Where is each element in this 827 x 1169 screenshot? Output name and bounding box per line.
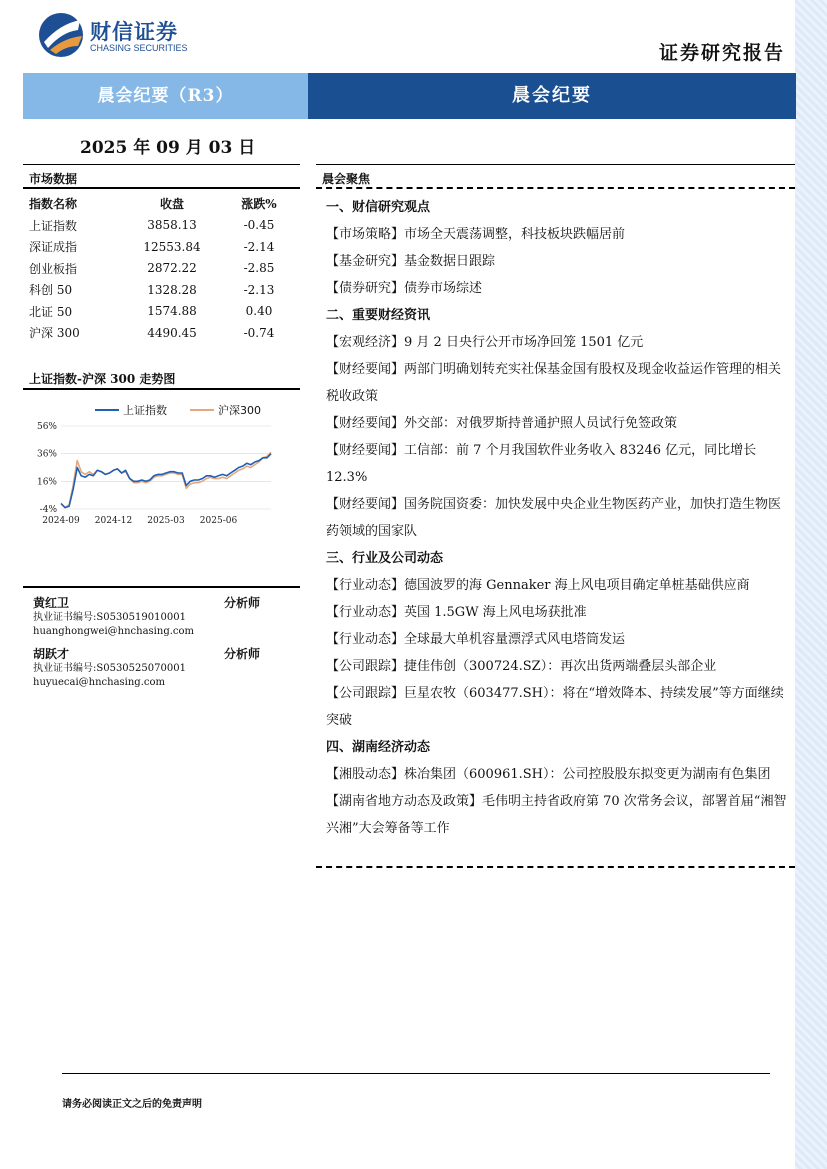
news-item: 【公司跟踪】巨星农牧（603477.SH）：将在“增效降本、持续发展”等方面继续突破: [326, 686, 784, 728]
divider: [23, 164, 300, 165]
index-close: 4490.45: [147, 325, 197, 340]
analyst-name: 胡跃才: [33, 647, 70, 661]
column-header: 涨跌%: [241, 197, 277, 212]
index-name: 深证成指: [29, 240, 78, 255]
disclaimer-notice: 请务必阅读正文之后的免责声明: [62, 1099, 202, 1110]
report-date: 2025 年 09 月 03 日: [80, 138, 256, 158]
trend-chart: [23, 396, 300, 536]
news-section-heading: 四、湖南经济动态: [326, 740, 431, 755]
trend-chart-title: 上证指数-沪深 300 走势图: [29, 372, 176, 386]
news-item: 【财经要闻】工信部：前 7 个月我国软件业务收入 83246 亿元，同比增长 12.3%: [326, 443, 757, 485]
index-close: 12553.84: [143, 239, 201, 254]
index-name: 沪深 300: [29, 326, 80, 341]
logo-mark-icon: [38, 12, 84, 58]
table-row: [23, 258, 300, 280]
table-row: [23, 236, 300, 258]
divider: [316, 187, 795, 189]
column-header: 指数名称: [29, 197, 78, 212]
index-change: -2.85: [243, 261, 275, 276]
index-change: -0.74: [243, 325, 275, 340]
company-logo: [38, 12, 198, 58]
news-item: 【公司跟踪】捷佳伟创（300724.SZ）：再次出货两端叠层头部企业: [326, 659, 717, 674]
analyst-cert: 执业证书编号:S0530519010001: [33, 612, 186, 623]
brand-english: CHASING SECURITIES: [90, 43, 188, 53]
news-item: 【财经要闻】国务院国资委：加快发展中央企业生物医药产业，加快打造生物医药领域的国家队: [326, 497, 782, 539]
divider: [316, 164, 795, 165]
analyst-list: [23, 594, 300, 696]
y-tick-label: 36%: [36, 449, 57, 460]
divider: [23, 187, 300, 189]
x-tick-label: 2025-03: [147, 516, 185, 526]
index-name: 科创 50: [29, 283, 73, 298]
divider: [23, 388, 300, 390]
y-tick-label: 16%: [36, 477, 57, 488]
market-table: [23, 193, 300, 344]
index-name: 上证指数: [29, 218, 78, 233]
table-row: [23, 322, 300, 344]
table-row: [23, 279, 300, 301]
news-item: 【湘股动态】株冶集团（600961.SH）：公司控股股东拟变更为湖南有色集团: [326, 767, 771, 782]
banner-right-title: 晨会纪要: [308, 73, 796, 119]
index-change: 0.40: [245, 304, 273, 319]
news-item: 【行业动态】英国 1.5GW 海上风电场获批准: [326, 605, 587, 620]
analyst-role: 分析师: [223, 596, 260, 610]
index-close: 1328.28: [147, 282, 197, 297]
legend-label: 上证指数: [123, 404, 167, 417]
index-close: 2872.22: [147, 261, 197, 276]
news-section-heading: 二、重要财经资讯: [326, 308, 431, 323]
news-item: 【宏观经济】9 月 2 日央行公开市场净回笼 1501 亿元: [326, 335, 644, 350]
news-item: 【市场策略】市场全天震荡调整，科技板块跌幅居前: [326, 227, 626, 242]
series-line-shanghai: [61, 454, 271, 508]
news-item: 【财经要闻】外交部：对俄罗斯持普通护照人员试行免签政策: [326, 416, 678, 431]
banner-left-title: 晨会纪要（R3）: [23, 73, 308, 119]
analyst-email: huyuecai@hnchasing.com: [33, 677, 165, 688]
analyst-email: huanghongwei@hnchasing.com: [33, 626, 195, 637]
divider: [23, 586, 300, 588]
news-item: 【行业动态】全球最大单机容量漂浮式风电塔筒发运: [326, 632, 626, 647]
analyst-card: [23, 645, 300, 690]
index-name: 北证 50: [29, 304, 73, 319]
table-row: [23, 215, 300, 237]
news-item: 【财经要闻】两部门明确划转充实社保基金国有股权及现金收益运作管理的相关税收政策: [326, 362, 782, 404]
news-list: [326, 194, 788, 842]
report-type: 证券研究报告: [658, 42, 785, 64]
focus-title: 晨会聚焦: [322, 172, 371, 186]
x-tick-label: 2024-12: [94, 516, 133, 526]
analyst-role: 分析师: [223, 647, 260, 661]
series-line-csi300: [61, 452, 271, 507]
x-tick-label: 2025-06: [199, 516, 238, 526]
news-section-heading: 三、行业及公司动态: [326, 551, 444, 566]
brand-name: 财信证券: [90, 20, 178, 44]
table-row: [23, 301, 300, 323]
index-name: 创业板指: [29, 261, 78, 276]
column-header: 收盘: [159, 197, 184, 212]
index-change: -2.13: [243, 282, 275, 297]
y-tick-label: 56%: [36, 422, 57, 432]
footer-divider: [62, 1073, 770, 1074]
table-header-row: [23, 193, 300, 215]
news-item: 【基金研究】基金数据日跟踪: [326, 254, 496, 269]
decorative-sidebar: [795, 0, 827, 1169]
analyst-card: [23, 594, 300, 639]
analyst-name: 黄红卫: [33, 596, 70, 610]
news-item: 【湖南省地方动态及政策】毛伟明主持省政府第 70 次常务会议，部署首届“湘智兴湘”大会筹备等工作: [326, 794, 787, 836]
market-data-title: 市场数据: [29, 172, 78, 186]
x-tick-label: 2024-09: [42, 516, 80, 526]
analyst-cert: 执业证书编号:S0530525070001: [33, 663, 186, 674]
divider: [316, 866, 795, 868]
index-close: 3858.13: [147, 218, 197, 233]
news-section-heading: 一、财信研究观点: [326, 200, 431, 215]
y-tick-label: -4%: [39, 505, 57, 515]
news-item: 【债券研究】债券市场综述: [326, 281, 483, 296]
index-change: -2.14: [243, 239, 275, 254]
index-change: -0.45: [243, 218, 275, 233]
news-item: 【行业动态】德国波罗的海 Gennaker 海上风电项目确定单桩基础供应商: [326, 578, 750, 593]
legend-label: 沪深300: [218, 404, 261, 417]
index-close: 1574.88: [147, 304, 197, 319]
